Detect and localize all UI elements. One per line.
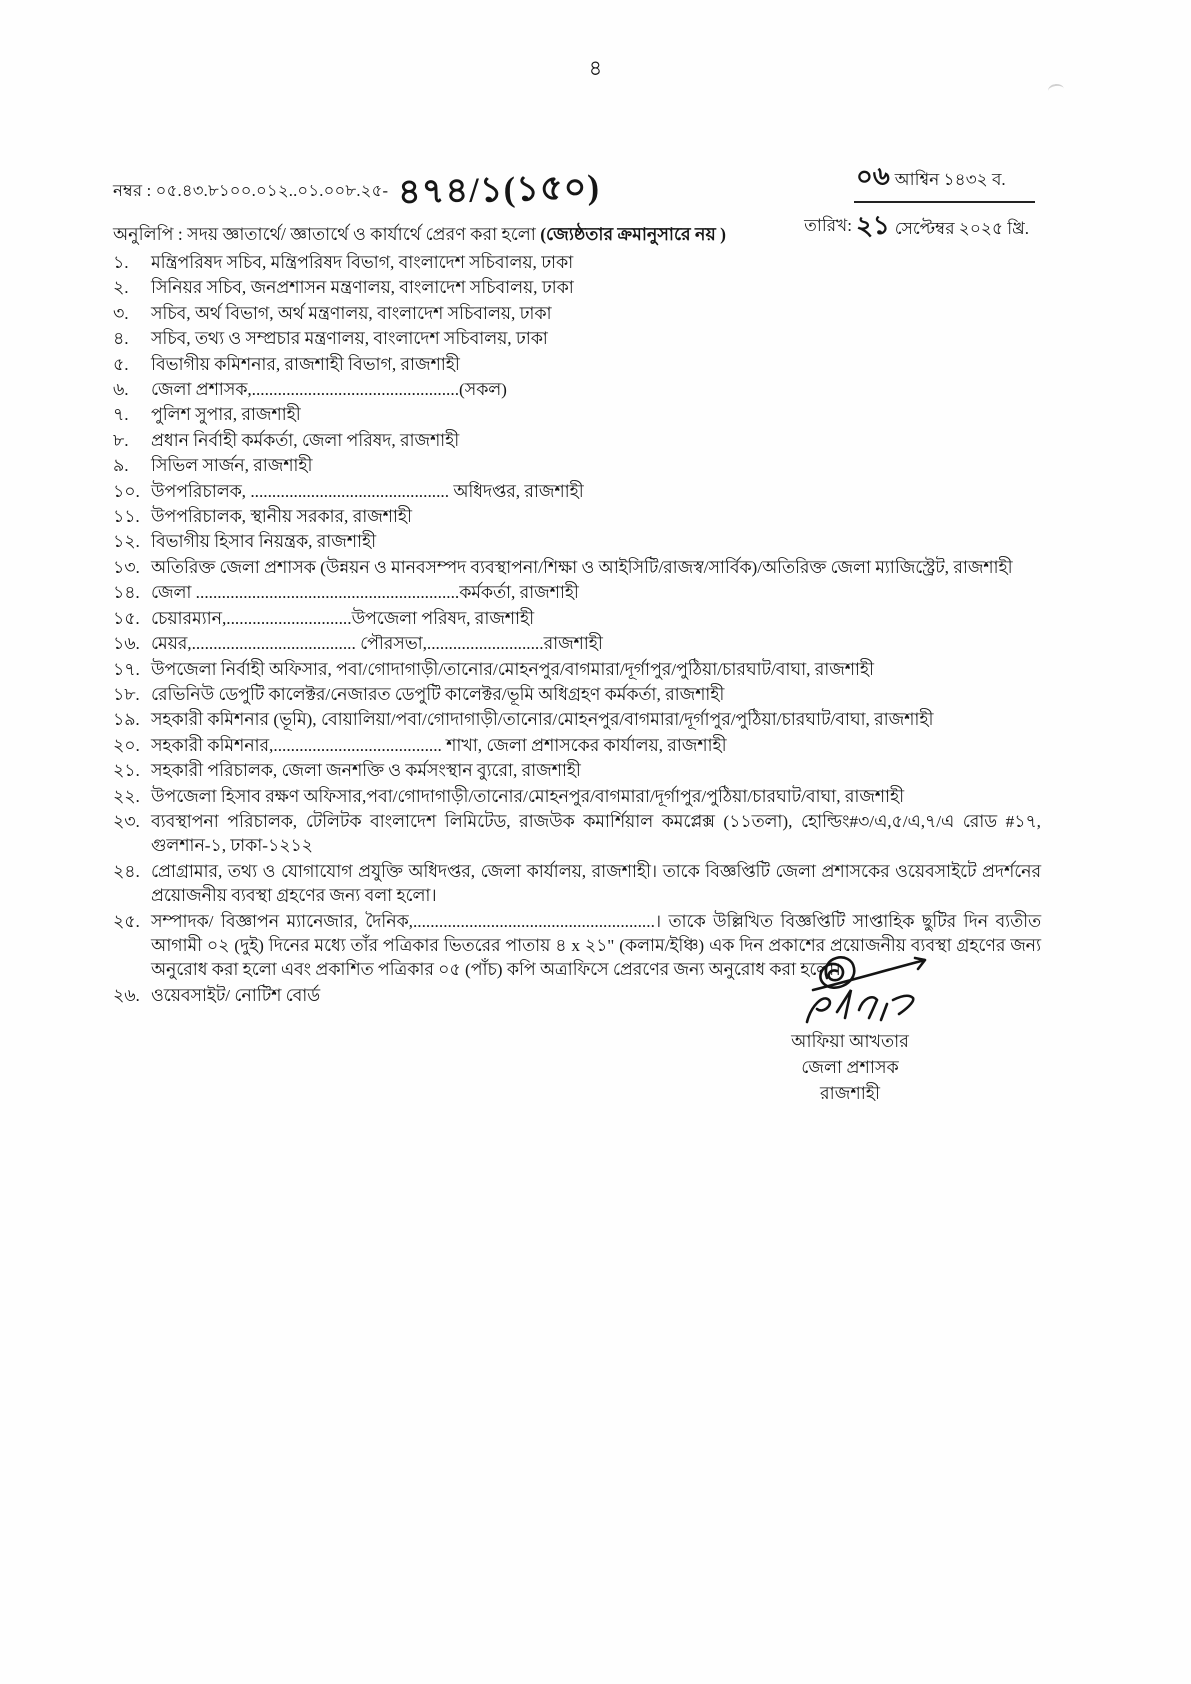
list-item-text: সিভিল সার্জন, রাজশাহী: [151, 456, 313, 476]
list-item-number: ২২.: [113, 786, 140, 806]
memo-number-printed: নম্বর : ০৫.৪৩.৮১০০.০১২..০১.০০৮.২৫-: [113, 181, 389, 200]
list-item-number: ১.: [113, 253, 129, 272]
list-item: [113, 353, 1041, 377]
list-item: [113, 454, 1041, 478]
list-item: [113, 759, 1041, 783]
list-item-text: সহকারী পরিচালক, জেলা জনশক্তি ও কর্মসংস্থান ব্যুরো, রাজশাহী: [151, 761, 581, 781]
list-item-text: অতিরিক্ত জেলা প্রশাসক (উন্নয়ন ও মানবসম্পদ ব্যবস্থাপনা/শিক্ষা ও আইসিটি/রাজস্ব/সার্বিক)/অতিরিক্ত জেলা ম্যাজিস্ট্রেট, রাজশাহী: [151, 557, 1013, 577]
list-item: [113, 378, 1041, 402]
list-item-text: প্রধান নির্বাহী কর্মকর্তা, জেলা পরিষদ, রাজশাহী: [151, 430, 460, 450]
list-item-number: ৯.: [113, 456, 129, 476]
list-item-number: ১৫.: [113, 608, 140, 628]
list-item: [113, 785, 1041, 809]
list-item: [113, 327, 1041, 351]
page-number: ৪: [588, 56, 603, 80]
list-item: [113, 860, 1041, 909]
list-item-text: সিনিয়র সচিব, জনপ্রশাসন মন্ত্রণালয়, বাংলাদেশ সচিবালয়, ঢাকা: [151, 278, 574, 298]
list-item-number: ১৯.: [113, 710, 140, 730]
list-item-number: ৭.: [113, 405, 129, 425]
list-item: [113, 658, 1041, 682]
signature-scrawl: [755, 948, 945, 1034]
list-item-number: ২৬.: [113, 985, 140, 1005]
list-item: [113, 556, 1041, 580]
signatory-place: রাজশাহী: [820, 1083, 880, 1103]
list-item-number: ২১.: [113, 761, 140, 781]
list-item-text: সচিব, অর্থ বিভাগ, অর্থ মন্ত্রণালয়, বাংলাদেশ সচিবালয়, ঢাকা: [151, 303, 552, 323]
list-item: [113, 734, 1041, 758]
list-item: [113, 530, 1041, 554]
list-item-number: ৬.: [113, 380, 129, 400]
list-item-number: ১২.: [113, 532, 140, 552]
date-gregorian-text: সেপ্টেম্বর ২০২৫ খ্রি.: [894, 219, 1029, 238]
list-item-number: ২৩.: [113, 811, 140, 831]
list-item-text: সচিব, তথ্য ও সম্প্রচার মন্ত্রণালয়, বাংলাদেশ সচিবালয়, ঢাকা: [151, 329, 548, 349]
list-item: [113, 810, 1041, 859]
distribution-heading: [113, 222, 1041, 247]
list-item: [113, 607, 1041, 631]
list-item-number: ২০.: [113, 735, 140, 755]
list-item-number: ১০.: [113, 481, 140, 501]
signatory-name: আফিয়া আখতার: [791, 1031, 909, 1051]
list-item-number: ২.: [113, 278, 129, 298]
list-item-text: সম্পাদক/ বিজ্ঞাপন ম্যানেজার, দৈনিক,........................................................। তাকে উল্লিখিত বিজ্ঞপ্তিটি সাপ্তাহিক ছুটির দিন ব্যতীত আগামী ০২ (দুই) দিনের মধ্যে তাঁর পত্রিকার ভিতরের পাতায় ৪ x ২১" (কলাম/ইঞ্চি) এক দিন প্রকাশের প্রয়োজনীয় ব্যবস্থা গ্রহণের জন্য অনুরোধ করা হলো এবং প্রকাশিত পত্রিকার ০৫ (পাঁচ) কপি অত্রাফিসে প্রেরণের জন্য অনুরোধ করা হলো।: [151, 911, 1041, 980]
list-item-number: ৩.: [113, 303, 129, 323]
list-item-text: বিভাগীয় কমিশনার, রাজশাহী বিভাগ, রাজশাহী: [151, 354, 460, 374]
list-item-text: উপজেলা হিসাব রক্ষণ অফিসার,পবা/গোদাগাড়ী/তানোর/মোহনপুর/বাগমারা/দূর্গাপুর/পুঠিয়া/চারঘাট/বাঘা, রাজশাহী: [151, 786, 905, 806]
signatory-title: জেলা প্রশাসক: [801, 1057, 899, 1077]
list-item-number: ১৮.: [113, 684, 140, 704]
list-item: [113, 403, 1041, 427]
list-item-text: প্রোগ্রামার, তথ্য ও যোগাযোগ প্রযুক্তি অধিদপ্তর, জেলা কার্যালয়, রাজশাহী। তাকে বিজ্ঞপ্তিটি জেলা প্রশাসকের ওয়েবসাইটে প্রদর্শনের প্রয়োজনীয় ব্যবস্থা গ্রহণের জন্য বলা হলো।: [151, 861, 1041, 906]
list-item-number: ১৭.: [113, 659, 140, 679]
list-item-text: বিভাগীয় হিসাব নিয়ন্ত্রক, রাজশাহী: [151, 532, 377, 552]
list-item: [113, 505, 1041, 529]
date-bangla-day-handwritten: ০৬: [855, 161, 891, 192]
list-item-text: মেয়র,...................................... পৌরসভা,...........................রাজশাহী: [151, 634, 603, 654]
distribution-section: [0, 222, 1191, 1009]
list-item: [113, 581, 1041, 605]
list-item: [113, 632, 1041, 656]
list-item-text: সহকারী কমিশনার,....................................... শাখা, জেলা প্রশাসকের কার্যালয়, রাজশাহী: [151, 735, 727, 755]
list-item-number: ১৬.: [113, 634, 140, 654]
list-item-text: উপপরিচালক, স্থানীয় সরকার, রাজশাহী: [151, 507, 412, 527]
list-item: [113, 276, 1041, 300]
list-item-number: ২৪.: [113, 861, 140, 881]
list-item-text: সহকারী কমিশনার (ভূমি), বোয়ালিয়া/পবা/গোদাগাড়ী/তানোর/মোহনপুর/বাগমারা/দূর্গাপুর/পুঠিয়া/চারঘাট/বাঘা, রাজশাহী: [151, 710, 934, 730]
list-item-number: ৪.: [113, 329, 129, 349]
list-item-number: ৫.: [113, 354, 129, 374]
list-item-text: ওয়েবসাইট/ নোটিশ বোর্ড: [151, 985, 321, 1005]
date-bangla-line: [854, 156, 1035, 203]
list-item: [113, 683, 1041, 707]
list-item-number: ১১.: [113, 507, 140, 527]
distribution-heading-text: অনুলিপি : সদয় জ্ঞাতার্থে/ জ্ঞাতার্থে ও কার্যার্থে প্রেরণ করা হলো: [113, 224, 541, 244]
list-item-number: ২৫.: [113, 911, 140, 931]
memo-number-line: [113, 162, 600, 221]
list-item-text: রেভিনিউ ডেপুটি কালেক্টর/নেজারত ডেপুটি কালেক্টর/ভূমি অধিগ্রহণ কর্মকর্তা, রাজশাহী: [151, 684, 725, 704]
list-item: [113, 708, 1041, 732]
date-label: তারিখ:: [804, 216, 852, 235]
memo-number-handwritten: ৪৭৪/১(১৫০): [397, 167, 601, 212]
list-item: [113, 251, 1041, 275]
list-item-number: ১৩.: [113, 557, 140, 577]
distribution-list: [113, 251, 1041, 1008]
list-item-text: জেলা প্রশাসক,................................................(সকল): [151, 380, 507, 400]
list-item-text: ব্যবস্থাপনা পরিচালক, টেলিটক বাংলাদেশ লিমিটেড, রাজউক কমার্শিয়াল কমপ্লেক্স (১১তলা), হোল্ডিং#৩/এ,৫/এ,৭/এ রোড #১৭, গুলশান-১, ঢাকা-১২১২: [151, 811, 1041, 856]
list-item: [113, 480, 1041, 504]
list-item-number: ১৪.: [113, 583, 140, 603]
date-gregorian-day-handwritten: ২১: [855, 210, 891, 241]
list-item-text: পুলিশ সুপার, রাজশাহী: [151, 405, 301, 425]
list-item-text: মন্ত্রিপরিষদ সচিব, মন্ত্রিপরিষদ বিভাগ, বাংলাদেশ সচিবালয়, ঢাকা: [151, 253, 574, 272]
list-item: [113, 429, 1041, 453]
list-item-text: উপজেলা নির্বাহী অফিসার, পবা/গোদাগাড়ী/তানোর/মোহনপুর/বাগমারা/দূর্গাপুর/পুঠিয়া/চারঘাট/বাঘা, রাজশাহী: [151, 659, 874, 679]
list-item-text: উপপরিচালক, .............................................. অধিদপ্তর, রাজশাহী: [151, 481, 584, 501]
date-bangla-text: আশ্বিন ১৪৩২ ব.: [894, 170, 1006, 189]
signature-block: [735, 948, 965, 1106]
scan-smudge: [1047, 83, 1065, 97]
list-item: [113, 302, 1041, 326]
list-item-text: জেলা .............................................................কর্মকর্তা, রাজশাহী: [151, 583, 579, 603]
distribution-heading-bold: (জ্যেষ্ঠতার ক্রমানুসারে নয় ): [540, 224, 726, 244]
list-item-text: চেয়ারম্যান,.............................উপজেলা পরিষদ, রাজশাহী: [151, 608, 535, 628]
list-item-number: ৮.: [113, 430, 129, 450]
